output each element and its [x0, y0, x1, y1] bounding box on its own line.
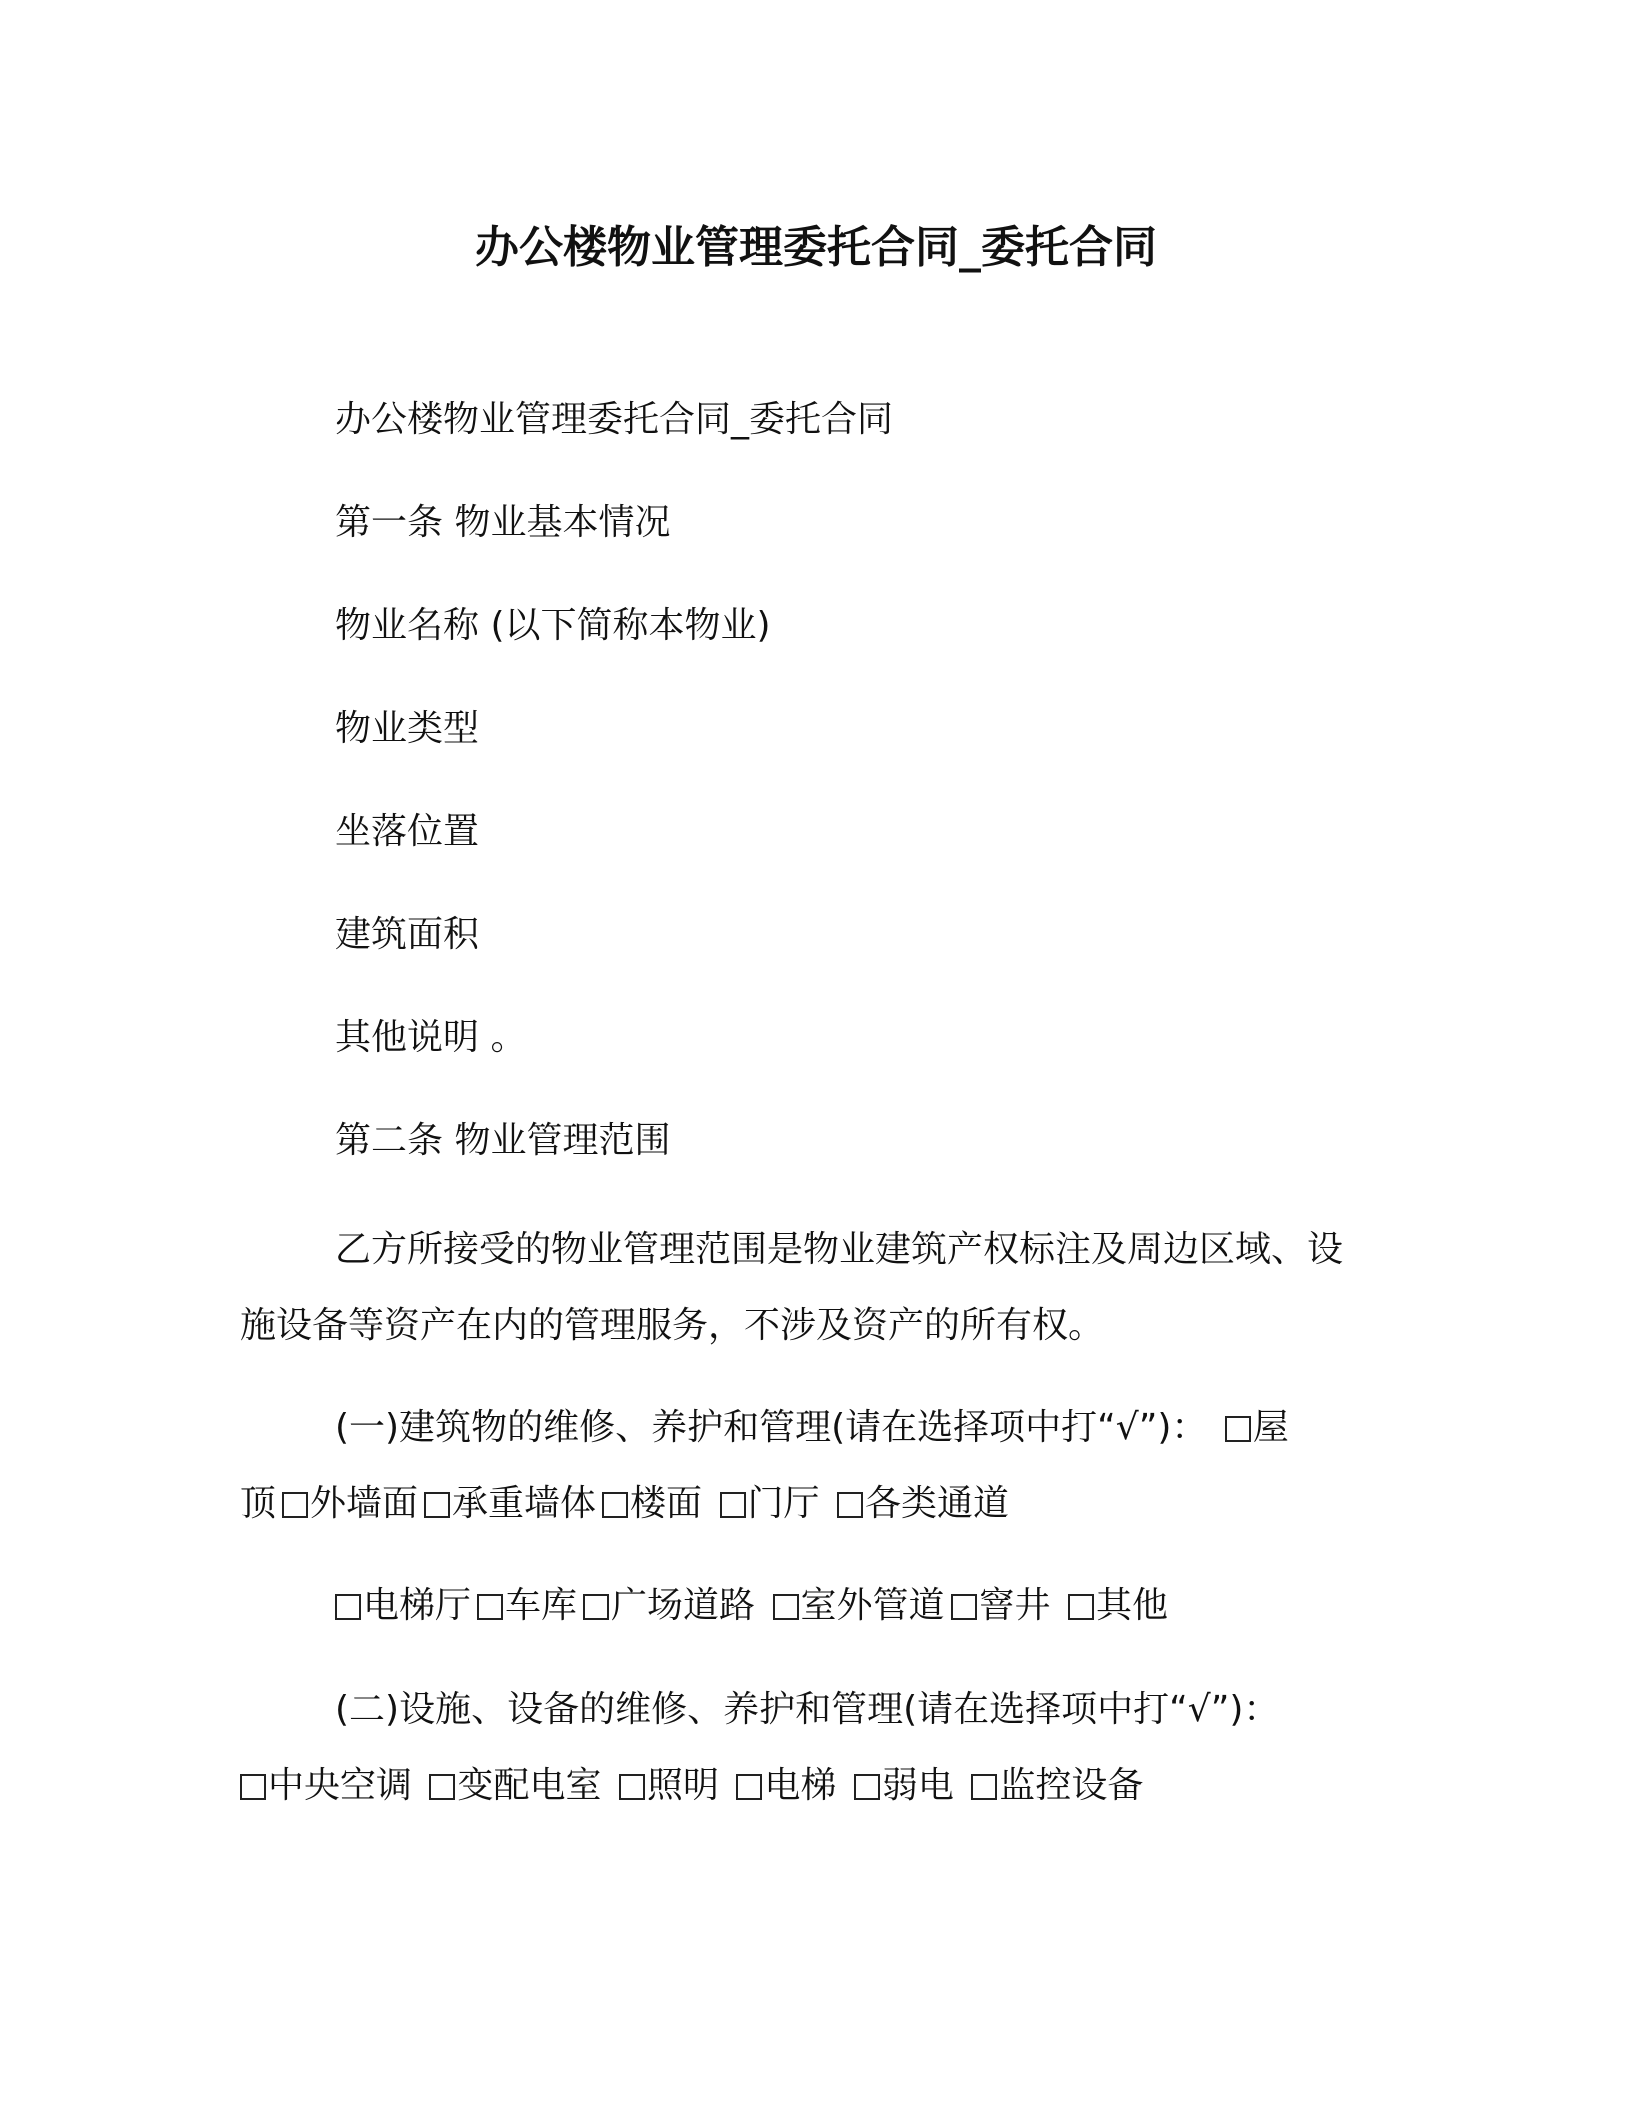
article2-paragraph-line1: 乙方所接受的物业管理范围是物业建筑产权标注及周边区域、设 [335, 1229, 1344, 1270]
article1-heading: 第一条 物业基本情况 [335, 502, 671, 543]
checkbox-label: 其他 [1095, 1585, 1168, 1626]
checkbox-label: 广场道路 [611, 1585, 756, 1626]
checkbox-label: 门厅 [747, 1483, 820, 1524]
checkbox-outdoor-pipes[interactable] [773, 1594, 799, 1620]
checkbox-label: 中央空调 [268, 1765, 413, 1806]
checkbox-low-voltage[interactable] [854, 1774, 880, 1800]
checkbox-lighting[interactable] [619, 1774, 645, 1800]
checkbox-label: 照明 [646, 1765, 719, 1806]
section1-options-line3 [335, 1582, 1168, 1630]
checkbox-other[interactable] [1068, 1594, 1094, 1620]
checkbox-label: 电梯 [764, 1765, 837, 1806]
checkbox-lobby[interactable] [720, 1492, 746, 1518]
checkbox-label: 监控设备 [999, 1765, 1144, 1806]
article2-heading: 第二条 物业管理范围 [335, 1120, 671, 1161]
checkbox-label: 窨井 [978, 1585, 1051, 1626]
checkbox-label: 各类通道 [864, 1483, 1009, 1524]
checkbox-central-ac[interactable] [240, 1774, 266, 1800]
checkbox-label: 室外管道 [800, 1585, 945, 1626]
checkbox-load-bearing-wall[interactable] [424, 1492, 450, 1518]
checkbox-floor[interactable] [602, 1492, 628, 1518]
checkbox-roof-label-part: 屋 [1252, 1407, 1289, 1448]
checkbox-label: 弱电 [881, 1765, 954, 1806]
document-subtitle: 办公楼物业管理委托合同_委托合同 [335, 399, 894, 440]
checkbox-label: 车库 [505, 1585, 578, 1626]
checkbox-exterior-wall[interactable] [282, 1492, 308, 1518]
checkbox-monitoring[interactable] [971, 1774, 997, 1800]
checkbox-garage[interactable] [477, 1594, 503, 1620]
checkbox-substation[interactable] [429, 1774, 455, 1800]
section1-intro-line [335, 1404, 1289, 1452]
field-building-area: 建筑面积 [335, 914, 480, 955]
checkbox-plaza-roads[interactable] [583, 1594, 609, 1620]
checkbox-label: 楼面 [630, 1483, 703, 1524]
section1-options-line2 [240, 1480, 1009, 1528]
checkbox-label: 承重墙体 [452, 1483, 597, 1524]
checkbox-elevator[interactable] [736, 1774, 762, 1800]
checkbox-label: 变配电室 [457, 1765, 602, 1806]
checkbox-roof[interactable] [1225, 1416, 1251, 1442]
section2-intro: (二)设施、设备的维修、养护和管理(请在选择项中打“√”)： [335, 1689, 1280, 1730]
checkbox-roof-label-rest: 顶 [240, 1483, 277, 1524]
field-location: 坐落位置 [335, 811, 480, 852]
section2-options-line2 [240, 1762, 1143, 1810]
article2-paragraph-line2: 施设备等资产在内的管理服务，不涉及资产的所有权。 [240, 1305, 1105, 1346]
field-property-type: 物业类型 [335, 708, 480, 749]
section1-intro: (一)建筑物的维修、养护和管理(请在选择项中打“√”)： [335, 1407, 1208, 1448]
field-other-notes: 其他说明 。 [335, 1017, 527, 1058]
checkbox-passages[interactable] [837, 1492, 863, 1518]
checkbox-elevator-hall[interactable] [335, 1594, 361, 1620]
document-title: 办公楼物业管理委托合同_委托合同 [475, 222, 1157, 273]
checkbox-label: 外墙面 [310, 1483, 419, 1524]
field-property-name: 物业名称 (以下简称本物业) [335, 605, 771, 646]
checkbox-label: 电梯厅 [363, 1585, 472, 1626]
checkbox-manholes[interactable] [951, 1594, 977, 1620]
